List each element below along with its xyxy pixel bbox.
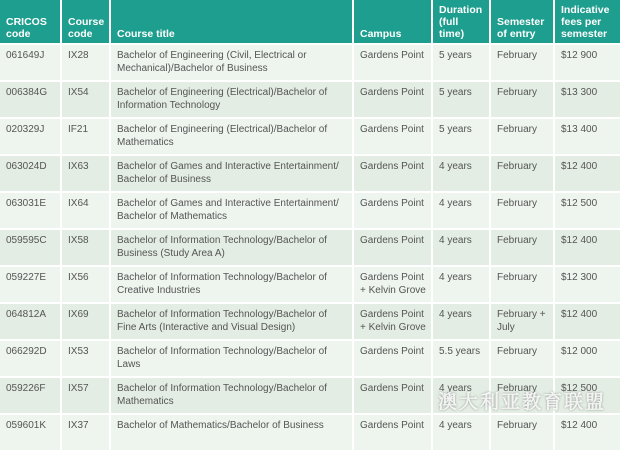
header-row [0, 0, 620, 44]
campus-cell: Gardens Point + Kelvin Grove [353, 266, 432, 303]
cricos-code-cell: 061649J [0, 44, 61, 81]
course-code-cell: IX54 [61, 81, 110, 118]
course-title-cell: Bachelor of Information Technology/Bachelor of Laws [110, 340, 353, 377]
table-row [0, 118, 620, 155]
course-title-cell: Bachelor of Information Technology/Bachelor of Mathematics [110, 377, 353, 414]
table-row [0, 229, 620, 266]
cricos-code-cell: 020329J [0, 118, 61, 155]
campus-cell: Gardens Point [353, 377, 432, 414]
campus-cell: Gardens Point [353, 81, 432, 118]
course-code-cell: IX63 [61, 155, 110, 192]
cricos-code-cell: 064812A [0, 303, 61, 340]
course-title-cell: Bachelor of Engineering (Electrical)/Bachelor of Mathematics [110, 118, 353, 155]
course-code-cell: IX64 [61, 192, 110, 229]
cricos-code-cell: 006384G [0, 81, 61, 118]
cricos-code-cell: 066292D [0, 340, 61, 377]
course-code-cell: IX58 [61, 229, 110, 266]
semester-cell: February [490, 118, 554, 155]
campus-cell: Gardens Point [353, 229, 432, 266]
fee-cell: $12 400 [554, 155, 620, 192]
campus-cell: Gardens Point [353, 414, 432, 450]
fee-cell: $13 400 [554, 118, 620, 155]
header-semester: Semester of entry [490, 0, 554, 44]
watermark-logo: 澳大利亚教育联盟 [438, 387, 606, 414]
duration-cell: 4 years [432, 266, 490, 303]
course-title-cell: Bachelor of Engineering (Electrical)/Bachelor of Information Technology [110, 81, 353, 118]
course-code-cell: IX53 [61, 340, 110, 377]
course-code-cell: IX28 [61, 44, 110, 81]
semester-cell: February [490, 377, 554, 414]
campus-cell: Gardens Point [353, 155, 432, 192]
duration-cell: 4 years [432, 192, 490, 229]
cricos-code-cell: 059226F [0, 377, 61, 414]
table-row [0, 340, 620, 377]
table-row [0, 266, 620, 303]
table-row [0, 155, 620, 192]
course-code-cell: IX56 [61, 266, 110, 303]
semester-cell: February [490, 340, 554, 377]
duration-cell: 5 years [432, 44, 490, 81]
duration-cell: 4 years [432, 155, 490, 192]
course-code-cell: IF21 [61, 118, 110, 155]
fee-cell: $12 400 [554, 229, 620, 266]
course-title-cell: Bachelor of Engineering (Civil, Electrical or Mechanical)/Bachelor of Business [110, 44, 353, 81]
cricos-code-cell: 059227E [0, 266, 61, 303]
semester-cell: February [490, 414, 554, 450]
header-duration: Duration (full time) [432, 0, 490, 44]
table-row [0, 414, 620, 450]
duration-cell: 5 years [432, 81, 490, 118]
course-title-cell: Bachelor of Information Technology/Bachelor of Creative Industries [110, 266, 353, 303]
course-code-cell: IX57 [61, 377, 110, 414]
header-course-code: Course code [61, 0, 110, 44]
cricos-code-cell: 063031E [0, 192, 61, 229]
duration-cell: 4 years [432, 377, 490, 414]
fee-cell: $12 000 [554, 340, 620, 377]
header-fees: Indicative fees per semester [554, 0, 620, 44]
course-title-cell: Bachelor of Mathematics/Bachelor of Business [110, 414, 353, 450]
campus-cell: Gardens Point [353, 44, 432, 81]
semester-cell: February + July [490, 303, 554, 340]
course-code-cell: IX69 [61, 303, 110, 340]
header-course-title: Course title [110, 0, 353, 44]
fee-cell: $12 500 [554, 377, 620, 414]
table-row [0, 303, 620, 340]
semester-cell: February [490, 155, 554, 192]
duration-cell: 5 years [432, 118, 490, 155]
semester-cell: February [490, 44, 554, 81]
course-code-cell: IX37 [61, 414, 110, 450]
table-row [0, 44, 620, 81]
fee-cell: $12 400 [554, 303, 620, 340]
course-title-cell: Bachelor of Information Technology/Bachelor of Fine Arts (Interactive and Visual Design) [110, 303, 353, 340]
campus-cell: Gardens Point + Kelvin Grove [353, 303, 432, 340]
semester-cell: February [490, 229, 554, 266]
semester-cell: February [490, 192, 554, 229]
table-row [0, 81, 620, 118]
fee-cell: $13 300 [554, 81, 620, 118]
course-title-cell: Bachelor of Games and Interactive Entertainment/ Bachelor of Business [110, 155, 353, 192]
cricos-code-cell: 059595C [0, 229, 61, 266]
fee-cell: $12 900 [554, 44, 620, 81]
header-cricos-code: CRICOS code [0, 0, 61, 44]
fee-cell: $12 400 [554, 414, 620, 450]
course-title-cell: Bachelor of Information Technology/Bachelor of Business (Study Area A) [110, 229, 353, 266]
course-title-cell: Bachelor of Games and Interactive Entertainment/ Bachelor of Mathematics [110, 192, 353, 229]
campus-cell: Gardens Point [353, 192, 432, 229]
fee-cell: $12 300 [554, 266, 620, 303]
cricos-code-cell: 063024D [0, 155, 61, 192]
duration-cell: 4 years [432, 303, 490, 340]
duration-cell: 4 years [432, 414, 490, 450]
campus-cell: Gardens Point [353, 118, 432, 155]
semester-cell: February [490, 81, 554, 118]
duration-cell: 4 years [432, 229, 490, 266]
fee-cell: $12 500 [554, 192, 620, 229]
campus-cell: Gardens Point [353, 340, 432, 377]
duration-cell: 5.5 years [432, 340, 490, 377]
semester-cell: February [490, 266, 554, 303]
cricos-code-cell: 059601K [0, 414, 61, 450]
table-row [0, 192, 620, 229]
header-campus: Campus [353, 0, 432, 44]
